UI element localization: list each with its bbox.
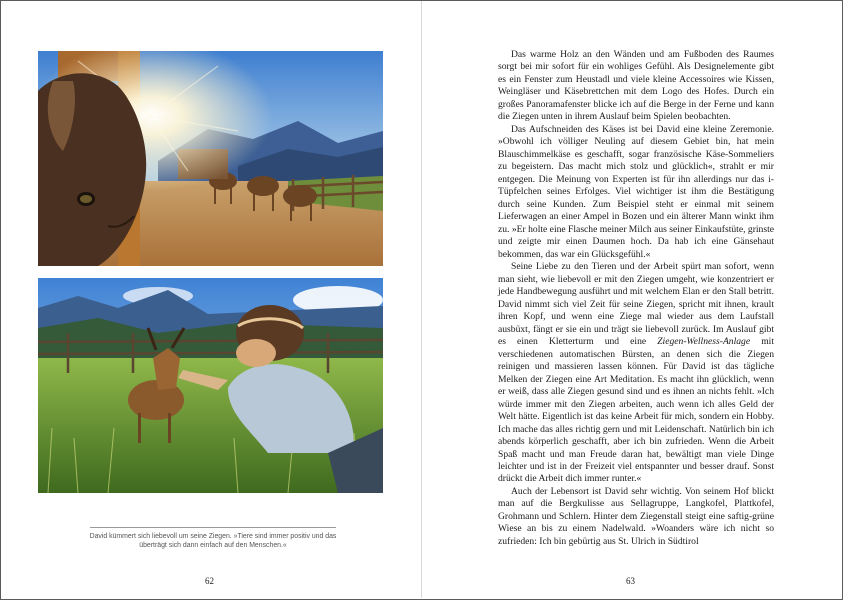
paragraph-text: Das warme Holz an den Wänden und am Fußboden des Raumes sorgt bei mir sofort für ein wohliges Gefühl. Als Designelemente gibt es ein Fenster zum Heustadl und viele kleine Accessoires wie Kissen, Weingläser und Käsebrettchen mit dem Logo des Hofes. Durch ein großes Panoramafenster blicke ich auf die Berge in der Ferne und kann die Ziegen unten in ihrem Auslauf beim Spielen beobachten.	[498, 49, 774, 123]
body-text-column	[498, 49, 774, 548]
photo-farmer-with-goat	[38, 278, 383, 493]
paragraph-text: Auch der Lebensort ist David sehr wichtig. Von seinem Hof blickt man auf die Bergkulisse aus Sellagruppe, Langkofel, Plattkofel, Grohmann und Schlern. Hinter dem Ziegenstall steigt eine saftig-grüne Wiese an bis zu einem Nadelwald. »Woanders wäre ich nicht so zufrieden: Ich bin gebürtig aus St. Ulrich in Südtirol	[498, 485, 774, 547]
paragraph-text: Das Aufschneiden des Käses ist bei David eine kleine Zeremonie. »Obwohl ich völliger Neuling auf diesem Gebiet bin, hat mein Blauschimmelkäse es geschafft, sogar französische Käse-Sommeliers zu begeistern. Das macht mich stolz und glücklich«, strahlt er mir entgegen. Die Meinung von Experten ist für ihn allerdings nur das i-Tüpfelchen seines Erfolges. Viel wichtiger ist ihm die Bestätigung durch seine Kunden. Zum Beispiel steht er einmal mit seinem Lieferwagen an einer Ampel in Bozen und ein älterer Mann winkt ihm zu. »Er holte eine Flasche meiner Milch aus seiner Einkaufstüte, grinste und zeigte mir einen Daumen hoch. Da hab ich eine Gänsehaut bekommen, das war ein Glücksgefühl.«	[498, 123, 775, 260]
page-number-left: 62	[205, 576, 214, 586]
paragraph	[498, 49, 774, 124]
italic-term: Ziegen-Wellness-Anlage	[657, 336, 751, 348]
caption-divider	[90, 527, 336, 528]
paragraph-text: Seine Liebe zu den Tieren und der Arbeit spürt man sofort, wenn man sieht, wie liebevoll er mit den Ziegen umgeht, wie konzentriert er jede Handbewegung ausführt und mit welchem Elan er den Stall betritt. David nimmt sich viel Zeit für seine Ziegen, spricht mit ihnen, krault ihren Kopf, und wenn eine Ziege mal wieder aus dem Laufstall ausbüxt, fängt er sie ein und trägt sie liebevoll zurück. Im Auslauf gibt es einen Kletterturm und eine	[498, 261, 774, 348]
paragraph	[498, 124, 774, 261]
photo-caption: David kümmert sich liebevoll um seine Ziegen. »Tiere sind immer positiv und das überträgt sich dann einfach auf den Menschen.«	[89, 533, 337, 550]
paragraph	[498, 486, 774, 548]
farmer-petting-goat-icon	[38, 278, 383, 493]
paragraph-text: mit verschiedenen automatischen Bürsten, an denen sich die Ziegen reinigen und massieren lassen können. Für David ist das tägliche Melken der Ziegen eine Art Meditation. Es macht ihn glücklich, wenn er weiß, dass alle Ziegen gesund sind und es ihnen an nichts fehlt. »Ich würde immer mit den Ziegen arbeiten, auch wenn ich alles Geld der Welt hätte. Eigentlich ist das keine Arbeit für mich, sondern ein Hobby. Ich mache das alles richtig gern und mit Leidenschaft. Natürlich bin ich abends körperlich geschafft, aber ich bin zufrieden. Wenn die Arbeit Spaß macht und man Freude daran hat, bewältigt man viele Dinge leichter und ist in der Freizeit viel entspannter und besser drauf. Sonst drückt die Arbeit dich immer runter.«	[498, 336, 774, 485]
photo-goat-sunset	[38, 51, 383, 266]
page-number-right: 63	[626, 576, 635, 586]
book-gutter	[421, 1, 422, 598]
goat-close-up-sunburst-icon	[38, 51, 383, 266]
paragraph	[498, 261, 774, 486]
